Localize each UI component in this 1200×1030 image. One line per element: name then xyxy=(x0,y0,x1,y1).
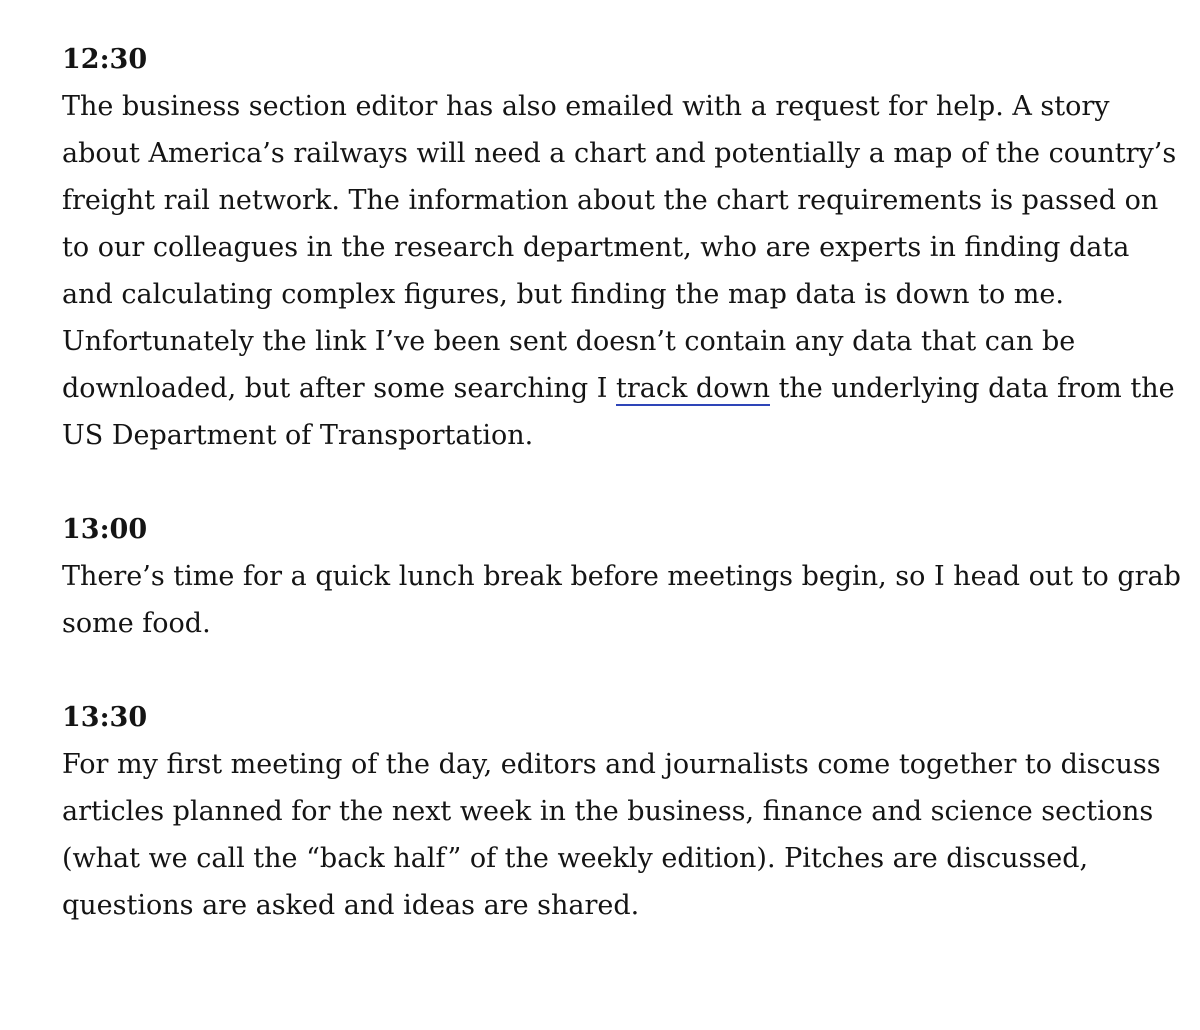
entry-paragraph xyxy=(62,83,1182,459)
article-body xyxy=(62,36,1182,929)
timeline-entry-1230 xyxy=(62,36,1182,459)
track-down-link[interactable]: track down xyxy=(616,373,770,404)
entry-timestamp: 13:00 xyxy=(62,514,148,545)
entry-paragraph: There’s time for a quick lunch break before meetings begin, so I head out to grab some food. xyxy=(62,561,1181,639)
timeline-entry-1330 xyxy=(62,694,1182,929)
entry-paragraph: For my first meeting of the day, editors and journalists come together to discuss articles planned for the next week in the business, finance and science sections (what we call the “back half” of the weekly edition). Pitches are discussed, questions are asked and ideas are shared. xyxy=(62,749,1161,921)
entry-timestamp: 12:30 xyxy=(62,44,148,75)
entry-timestamp: 13:30 xyxy=(62,702,148,733)
paragraph-text-after-link: the underlying data from the US Department of Transportation. xyxy=(62,373,1175,451)
timeline-entry-1300 xyxy=(62,506,1182,647)
paragraph-text-before-link: The business section editor has also emailed with a request for help. A story about America’s railways will need a chart and potentially a map of the country’s freight rail network. The information about the chart requirements is passed on to our colleagues in the research department, who are experts in finding data and calculating complex figures, but finding the map data is down to me. Unfortunately the link I’ve been sent doesn’t contain any data that can be downloaded, but after some searching I xyxy=(62,91,1177,404)
